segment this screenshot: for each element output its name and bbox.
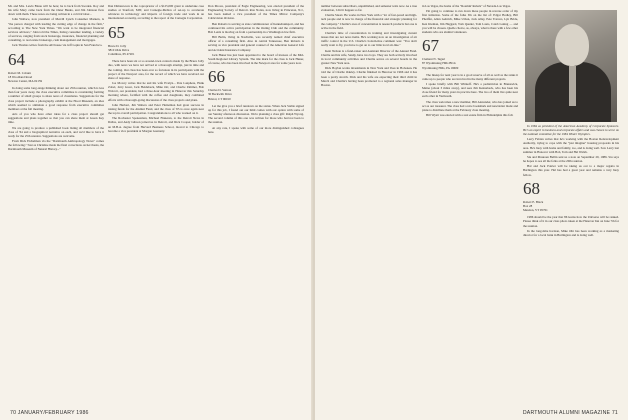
paragraph: number between subscribers, unpublished, and semester texts now. As a true evaluation, I did it happen so far. bbox=[321, 4, 417, 13]
paragraph: 1986 should be the year that 86 learns how the Universe will be ranked. Please think of it in our class photo taken at the Hanover Inn on June 7th for the reunion. bbox=[523, 215, 619, 228]
paragraph: Dan Dimancescu is the coproprietor of a $125,000 grant to undertake case studies at Stanford, MIT, and Carnegie-Mellon of set-up to accelerate advances in technology and impacts of foreign trade and work in an international economy, according to the report of the Carnegie Corporation. bbox=[108, 4, 204, 21]
portrait-photo bbox=[525, 10, 617, 122]
class-year-heading: 66 bbox=[208, 67, 225, 87]
paragraph: Joe Mowry writes that he and his wife Evelyn... Pete Lanphere, Hank Zobel, Jerry Greer, Jack Heidebeck, Mike Orr, and Charlie Zimmer, Bob Wolcott, our president, had a three-hour meeting in Hanover this Saturday morning where, fortified with the coffee and doughnuts, they combined efforts with a thorough-going discussion of the class projects and plans. bbox=[108, 81, 204, 102]
right-column-2 bbox=[422, 4, 518, 402]
paragraph: Don Moore, president of Eagle Engineering, was elected president of the Engineering Society of Detroit. Ron Nolan, now living in Princeton, N.J., has been named a vice president of the Times Mirror Company's Cablevision division. bbox=[208, 4, 304, 21]
photo-caption: In 1984 as president of the American Academy of Corporate Sponsors. He's an expert in business and corporate affairs and was chosen to serve on the national committee for the 1984 Winter Olympics. bbox=[523, 124, 619, 137]
paragraph: In the long-time horizon, Mike Ohr has been working as a marketing director for a local bank in Burlington and is doing well. bbox=[523, 228, 619, 237]
paragraph: From Dick Eichelman via the "Dartmouth Anthropology Notes" comes the following: "Just as Christine made the final corrections on her thesis, the Dartmouth Museum of Natural History..." bbox=[8, 139, 104, 152]
left-column-3 bbox=[208, 4, 304, 402]
portrait-tie-shape bbox=[569, 66, 576, 106]
paragraph: Charlie Stuart. He works in New York with a "lot of fast-paced and high-tech people and is now in charge of the financial and strategic planning for the company." Charlie's area of concentration is research products but one is active in the field. bbox=[321, 13, 417, 30]
paragraph: Bill Bulin, living in Nashville, was recently named chief executive officer of a consulting firm. Also in central Tennessee, Ben Roberts is serving as vice president and general counsel of the American General Life and Accident Insurance Company. bbox=[208, 35, 304, 52]
right-column-1 bbox=[321, 4, 417, 402]
address-line: Bristol, CT 06010 bbox=[208, 96, 231, 101]
paragraph: The class welcomes a new member, Bill Alexander, who has joined us to act as our treasurer. The class had a nice bookmark and newsletter made and plans to distribute them at the February class meeting. bbox=[422, 99, 518, 112]
right-column-3 bbox=[523, 4, 619, 402]
paragraph: I'm going to continue to run down these people in reverse order of my first initiation. Some of the folks I'm on the list of: Edgar Hedley, Bill Pheiffer, Allen Gehrich, Mike Urban, Jack Alley, Pete Travers, Lyn Bride, Ken Kleman, Jim Haggard, Tom Quantz, Tom Louis, Caleb Laning — and you will be chosen. Quelle choice, as, always, what is there with a few other students who are alumni volunteers. bbox=[422, 9, 518, 34]
class-secretary-address bbox=[422, 57, 518, 70]
paragraph: The lineup for next year is in a good reserve of all as well as the ranks it came up to people who are involved in the many different projects. bbox=[422, 72, 518, 81]
paragraph: Kent Nelson is a fund-raiser and Assistant Director of the Annual Fund. Charlie and his wife, Sandy, have two boys. They are both actively involved in local community activities and Charlie serves on several boards in the greater New York area. bbox=[321, 48, 417, 66]
address-line: Mendon, VT 05701 bbox=[523, 208, 548, 213]
address-line: 18 Woodland Road bbox=[8, 74, 33, 79]
paragraph: Dick Boylan works investments in New York and lives in Hoboken. He told me of Charlie Oakley. Charlie finished in Hanover in 1966 and it has been a pretty stretch. Dick and his wife are expecting their third child in March and Charlie's having been promoted to a regional sales manager in Boston. bbox=[321, 66, 417, 87]
address-line: Box 28 bbox=[523, 203, 533, 208]
address-line: 3810 Olde Drive bbox=[108, 47, 130, 52]
paragraph: Jack Thomas writes from the AD house via Jeff Lapin in San Francisco. bbox=[12, 43, 103, 48]
class-year-heading: 64 bbox=[8, 49, 25, 69]
class-year-heading: 67 bbox=[422, 36, 439, 56]
left-column-1 bbox=[8, 4, 104, 402]
right-page bbox=[315, 0, 628, 420]
class-secretary-address bbox=[523, 200, 619, 213]
paragraph: There have been six or so around-town contacts made by the Bruce Jolly duo, with news we have not arrived at a thorough attempt, just in time and the coming. Our class has been ever so fortunate in its participants with the project of the Newport area, for the record of which we have received our share of response. bbox=[108, 59, 204, 80]
paragraph: Stu and Maureen Bellin sent us a note on September 29, 1986. Stu says he hopes to see all the folks at the 20th reunion. bbox=[523, 154, 619, 164]
left-column-2 bbox=[108, 4, 204, 402]
address-line: Charles D. Vernon bbox=[208, 88, 232, 93]
address-line: 30 Beckwith Drive bbox=[208, 92, 232, 97]
portrait-head-shape bbox=[555, 24, 589, 66]
paragraph: The Rochester Spokesman, Michael Finneran, to the Detroit News in Dallas, and Andy Gibson joined us in Detroit, and Rick Cooper, holder of an M.B.A. degree from Harvard Business School, moved to Chicago to become a vice president at Morgan Guaranty. bbox=[108, 116, 204, 133]
paragraph: Charlie's time of concentration in training and investigating current issues that are not news items. He's working now on an investigation of air traffic control in the U.S. Charlie's bottom-line comment was: "You don't really want to fly, you have to get on to our little local air-line." bbox=[321, 30, 417, 48]
paragraph: Jack Huner has just been appointed to the board of trustees of the Mid-South Regional Library System. The tide mark for the class is Jack Huner, of course, who has been involved in the Newport area for some years now. bbox=[208, 52, 304, 66]
address-line: Wyomissing Hills, PA 19609 bbox=[422, 65, 459, 70]
class-year-heading: 68 bbox=[523, 178, 540, 198]
class-year-heading: 65 bbox=[108, 22, 125, 42]
paragraph: John Wallace, now president of Merrill Lynch Consumer Markets, is "the person charged with leading the cutting edge of change in the firm," according to The New York Times. "We want to be integrated financial services advisors," John told the Times, listing consumer lending, a variety of services, ranging from stock brokerage, insurance, financial planning and consulting, to real estate brokerage, cash management and mortgages. bbox=[8, 17, 104, 43]
address-line: Columbus, IN 47201 bbox=[108, 52, 135, 57]
paragraph: Hal and Jack Poirier will be taking us out to a major regatta in Burlington this year. Hal has had a great year and remains a very busy fellow. bbox=[523, 164, 619, 177]
paragraph: In doing some long-range thinking about our 25th reunion, which is less than four years away, the class executive committee is considering forming a number of small groups to share news of classmates. Suggestions for the class project include a photography exhibit at the Hood Museum, an idea which seemed to stimulate a good response from executive committee members at the fall meeting. bbox=[8, 86, 104, 111]
paragraph: I spoke briefly with Bill Wittkoff. He's a pediatrician in Brunswick, Maine (about 3 miles away), and sees Jim Kennebeck, who has been his close friend for many years in practice here. The two of them live quite near each other in Yarmouth. bbox=[422, 82, 518, 99]
paragraph: At any rate, I spoke with some of our more distinguished colleagues here. bbox=[208, 125, 304, 134]
paragraph: We are going to produce a published book listing all members of the class of '64 and a biographical narrative on each, and we'd like to have it ready for the 25th reunion. Suggestions are welcome. bbox=[8, 125, 104, 138]
class-secretary-address bbox=[108, 44, 204, 57]
address-line: Clement N. Tegart bbox=[422, 57, 446, 62]
address-line: Robert M. Coburn bbox=[8, 70, 32, 75]
class-secretary-address bbox=[208, 88, 304, 101]
address-line: Bruce D. Jolly bbox=[108, 43, 127, 48]
left-page-footer: 70 JANUARY/FEBRUARY 1986 bbox=[10, 410, 89, 416]
paragraph: John Herbert, Jim Walters and Peter Heinzman had great success in raising funds for the Alumni Fund, and the class of '65 is once again near the top in overall participation. Congratulations to all who worked on it. bbox=[108, 102, 204, 116]
paragraph: Bill Wyatt was elected with a real estate firm in Philadelphia this fall. bbox=[426, 113, 514, 118]
address-line: Robert E. Black bbox=[523, 199, 544, 204]
paragraph: Larry Fabian writes that he's working with the Boston Redevelopment Authority, trying to cope with the "just imagine" housing proposals in his area. He's busy with home and family, too, and is doing well. Saw Larry last summer in Hanover with Bob, Tom and Hal Walsh. bbox=[523, 137, 619, 154]
address-line: 87 Wyomissing Hills Blvd. bbox=[422, 61, 457, 66]
right-page-footer: DARTMOUTH ALUMNI MAGAZINE 71 bbox=[522, 410, 618, 416]
paragraph: Mr. and Mrs. Lewis Bleau will be here; he is back from Sweden. Roy and his wife Mary came back from the Outer Banks, and Jim Johnson flew down with them. These notes are being written in a cold October... bbox=[8, 4, 104, 17]
paragraph: in Las Vegas, the home of the "Roamin' Rebels" of Nevada-Las Vegas. bbox=[422, 4, 511, 8]
paragraph: Arts of you who have other ideas for a class project should get suggestions and plans together so that you can share them at Green Key time. bbox=[8, 112, 104, 125]
left-page bbox=[0, 0, 313, 420]
paragraph: Let me give you a brief rundown on the status. When Jack Stable signed up for this job, I found out our limit comes with our option with some of our Sunday afternoon discussion. We're planning a class gift: Ralph Wyong. The second column of this one was written for those who had not been to the reunion. bbox=[208, 103, 304, 125]
address-line: Newton Center, MA 02159 bbox=[8, 78, 43, 83]
paragraph: Ben Roberts is serving as state commissioner of Kennebunkport, and has continued his active participation in the Outing Club and the community. Bob Lentz is moving on from a partnership in a Washington law firm. bbox=[208, 21, 304, 34]
class-secretary-address bbox=[8, 71, 104, 84]
